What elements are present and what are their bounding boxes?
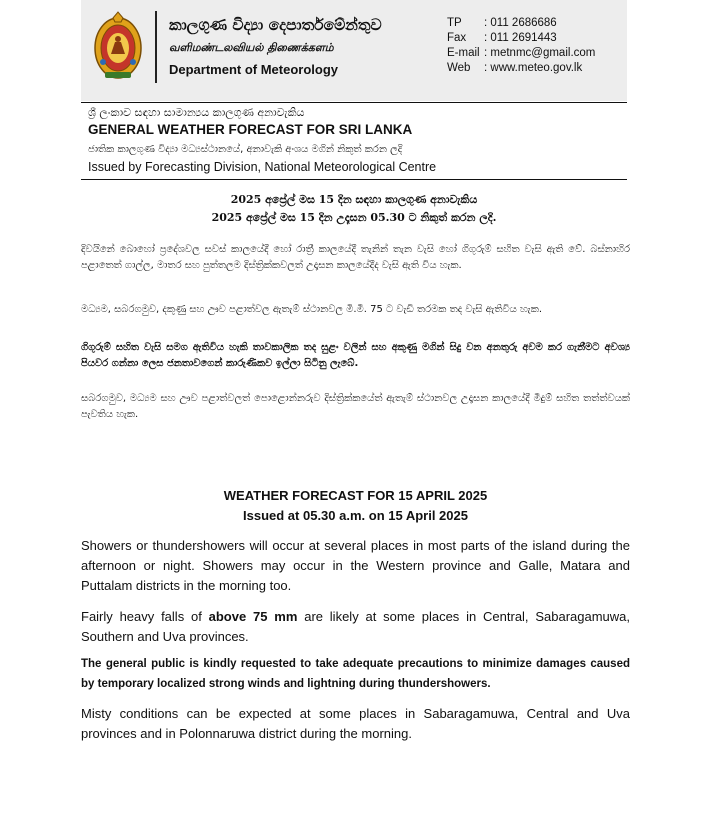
issuer-english: Issued by Forecasting Division, National Meteorological Centre (88, 160, 437, 174)
contact-phone: TP : 011 2686686 (447, 17, 557, 29)
english-paragraph-4: Misty conditions can be expected at some places in Sabaragamuwa, Central and Uva provinces and in Polonnaruwa district during the morning. (81, 706, 630, 741)
sinhala-paragraph-1: දිවයිනේ බොහෝ ප්‍රදේශවල සවස් කාලයේදී හෝ රාත්‍රී කාලයේදී තැනින් තැන වැසි හෝ ගිගුරුම් සහිත වැසි ඇති වේ. බස්නාහිර පළාතෙත් ගාල්ල, මාතර සහ පුත්තලම දිස්ත්‍රික්කවලත් උදෑසන කාලයේදීද වැසි ඇති විය හැක. (81, 244, 630, 271)
letterhead (81, 0, 627, 101)
sinhala-forecast-title: 2025 අප්‍රේල් මස 15 දින සඳහා කාලගුණ අනාවැකිය (230, 193, 478, 206)
sinhala-paragraph-3: ගිගුරුම් සහිත වැසි සමග ඇතිවිය හැකි තාවකාලික තද සුළං වලින් සහ අකුණු මගින් සිදු වන අනතුරු අවම කර ගැනීමට අවශ්‍ය පියවර ගන්නා ලෙස ජනතාවගෙන් කාරුණිකව ඉල්ලා සිටිනු ලැබේ. (81, 342, 630, 369)
english-issue-time: Issued at 05.30 a.m. on 15 April 2025 (243, 508, 468, 523)
section-heading-sinhala: ශ්‍රී ලංකාව සඳහා සාමාන්‍යය කාලගුණ අනාවැකිය (88, 106, 305, 119)
english-paragraph-2: Fairly heavy falls of above 75 mm are likely at some places in Central, Sabaragamuwa, Southern and Uva provinces. (81, 609, 631, 644)
department-title-english: Department of Meteorology (169, 62, 339, 77)
section-heading-english: GENERAL WEATHER FORECAST FOR SRI LANKA (88, 122, 413, 137)
contact-info (447, 16, 595, 76)
contact-fax: Fax : 011 2691443 (447, 32, 557, 44)
english-paragraph-1: Showers or thundershowers will occur at several places in most parts of the island during the afternoon or night. Showers may occur in the Western province and Galle, Matara and Puttalam districts in the morning too. (81, 538, 630, 593)
sinhala-paragraph-4: සබරගමුව, මධ්‍යම සහ ඌව පළාත්වලත් පොළොන්නරුව දිස්ත්‍රික්කයේත් ඇතැම් ස්ථානවල උදෑසන කාලයේදී මීදුම් සහිත තත්ත්වයක් පැවතිය හැක. (81, 393, 630, 420)
issuer-sinhala: ජාතික කාලගුණ විද්‍යා මධ්‍යස්ථානයේ, අනාවැකි අංශය මගින් නිකුත් කරන ලදි (88, 144, 403, 155)
sri-lanka-emblem-icon (93, 10, 143, 82)
rainfall-amount: above 75 mm (208, 609, 298, 624)
contact-email: E-mail : metnmc@gmail.com (447, 47, 596, 59)
sinhala-paragraph-2: මධ්‍යම, සබරගමුව, දකුණු සහ ඌව පළාත්වල ඇතැම් ස්ථානවල මි.මී. 75 ට වැඩි තරමක තද වැසි ඇතිවිය හැක. (81, 304, 542, 315)
sinhala-issue-time: 2025 අප්‍රේල් මස 15 දින උදෑසන 05.30 ට නිකුත් කරන ලදි. (211, 211, 497, 224)
rule-top (81, 102, 627, 103)
english-forecast-title: WEATHER FORECAST FOR 15 APRIL 2025 (223, 488, 488, 503)
contact-web: Web : www.meteo.gov.lk (447, 62, 583, 74)
english-paragraph-3: The general public is kindly requested to take adequate precautions to minimize damages caused by temporary localized strong winds and lightning during thundershowers. (81, 658, 630, 690)
department-title-sinhala: කාලගුණ විද්‍යා දෙපාර්තමේන්තුව (169, 16, 382, 34)
department-title-tamil: வளிமண்டலவியல் திணைக்களம் (169, 41, 334, 54)
rule-bottom (81, 179, 627, 180)
header-divider (155, 11, 157, 83)
